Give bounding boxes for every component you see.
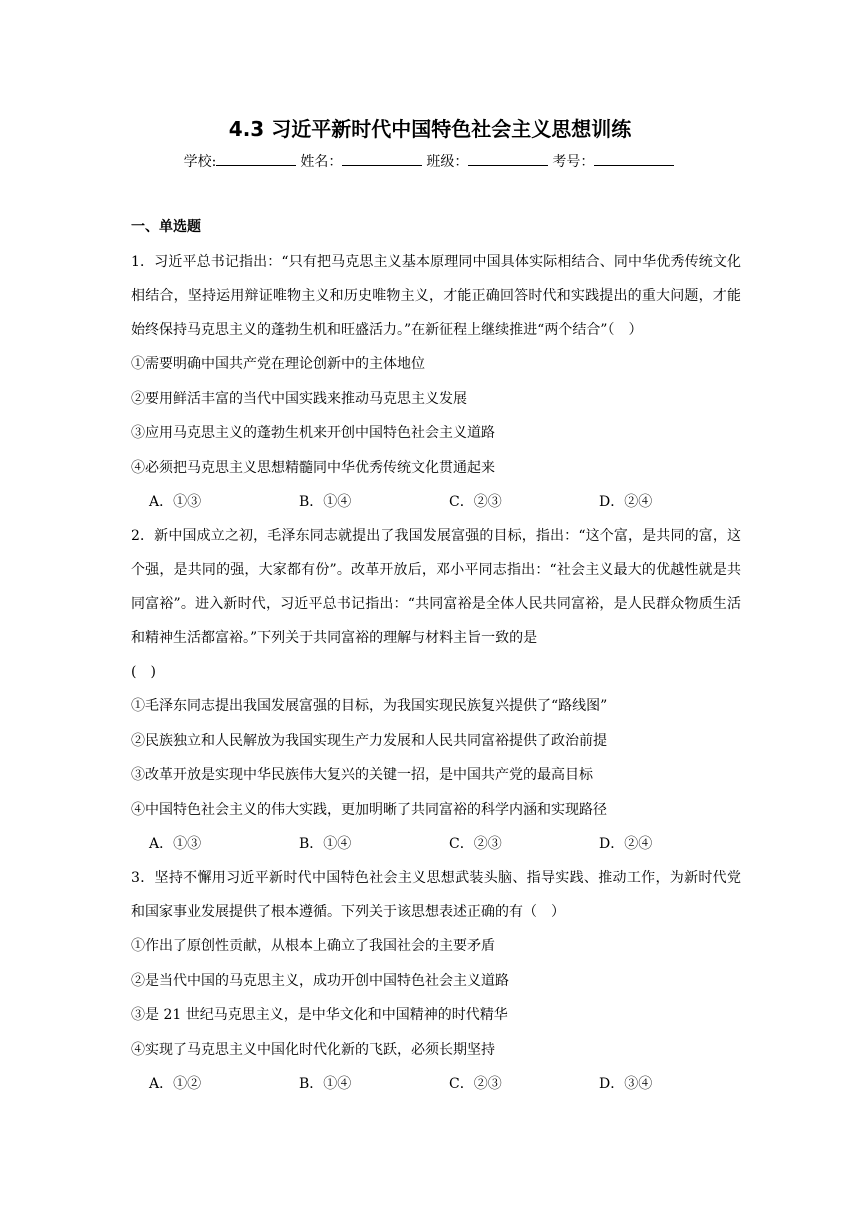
question-1: [131, 245, 741, 519]
choice-d: D．③④: [599, 1076, 653, 1092]
choice-a: A．①③: [149, 836, 202, 852]
choice-d: D．②④: [599, 836, 653, 852]
option-statement: ②是当代中国的马克思主义，成功开创中国特色社会主义道路: [131, 972, 509, 989]
question-list: [131, 245, 741, 1101]
option-statement: ③改革开放是实现中华民族伟大复兴的关键一招，是中国共产党的最高目标: [131, 767, 593, 783]
answer-choices: [131, 827, 741, 861]
option-statement: ④必须把马克思主义思想精髓同中华优秀传统文化贯通起来: [131, 459, 495, 476]
question-stem: 3．坚持不懈用习近平新时代中国特色社会主义思想武装头脑、指导实践、推动工作，为新时代党和国家事业发展提供了根本遵循。下列关于该思想表述正确的有（ ）: [131, 870, 741, 920]
class-label: 班级：: [426, 154, 469, 170]
question-2: [131, 519, 741, 861]
school-label: 学校:: [183, 154, 217, 170]
school-blank: [216, 151, 296, 166]
choice-c: C．②③: [449, 494, 502, 510]
question-stem: 2．新中国成立之初，毛泽东同志就提出了我国发展富强的目标，指出：“这个富，是共同的富，这个强，是共同的强，大家都有份”。改革开放后，邓小平同志指出：“社会主义最大的优越性就是共同富裕”。进入新时代，习近平总书记指出：“共同富裕是全体人民共同富裕，是人民群众物质生活和精神生活都富裕。”下列关于共同富裕的理解与材料主旨一致的是: [131, 528, 741, 646]
answer-parenthesis: ( ): [131, 664, 156, 680]
exam-no-label: 考号：: [552, 154, 595, 170]
option-statement: ③应用马克思主义的蓬勃生机来开创中国特色社会主义道路: [131, 425, 495, 441]
student-info-line: [0, 151, 860, 172]
option-statement: ③是 21 世纪马克思主义，是中华文化和中国精神的时代精华: [131, 1007, 508, 1023]
option-statement: ①需要明确中国共产党在理论创新中的主体地位: [131, 356, 425, 372]
option-statement: ④中国特色社会主义的伟大实践，更加明晰了共同富裕的科学内涵和实现路径: [131, 801, 607, 818]
option-statement: ①毛泽东同志提出我国发展富强的目标，为我国实现民族复兴提供了“路线图”: [131, 698, 608, 714]
name-blank: [342, 151, 422, 166]
question-3: [131, 861, 741, 1101]
choice-a: A．①③: [149, 494, 202, 510]
choice-b: B．①④: [299, 836, 352, 852]
option-statement: ②要用鲜活丰富的当代中国实践来推动马克思主义发展: [131, 390, 467, 407]
choice-c: C．②③: [449, 836, 502, 852]
choice-c: C．②③: [449, 1076, 502, 1092]
choice-b: B．①④: [299, 494, 352, 510]
exam-no-blank: [594, 151, 674, 166]
option-statement: ①作出了原创性贡献，从根本上确立了我国社会的主要矛盾: [131, 938, 495, 954]
question-stem: 1．习近平总书记指出：“只有把马克思主义基本原理同中国具体实际相结合、同中华优秀传统文化相结合，坚持运用辩证唯物主义和历史唯物主义，才能正确回答时代和实践提出的重大问题，才能始终保持马克思主义的蓬勃生机和旺盛活力。”在新征程上继续推进“两个结合”（ ）: [131, 254, 741, 338]
answer-choices: [131, 1067, 741, 1101]
class-blank: [468, 151, 548, 166]
section-heading: 一、单选题: [131, 219, 201, 235]
choice-d: D．②④: [599, 494, 653, 510]
name-label: 姓名：: [300, 154, 343, 170]
option-statement: ②民族独立和人民解放为我国实现生产力发展和人民共同富裕提供了政治前提: [131, 732, 607, 749]
choice-b: B．①④: [299, 1076, 352, 1092]
answer-choices: [131, 485, 741, 519]
choice-a: A．①②: [149, 1076, 202, 1092]
option-statement: ④实现了马克思主义中国化时代化新的飞跃，必须长期坚持: [131, 1041, 495, 1058]
document-title: 4.3 习近平新时代中国特色社会主义思想训练: [228, 117, 632, 141]
